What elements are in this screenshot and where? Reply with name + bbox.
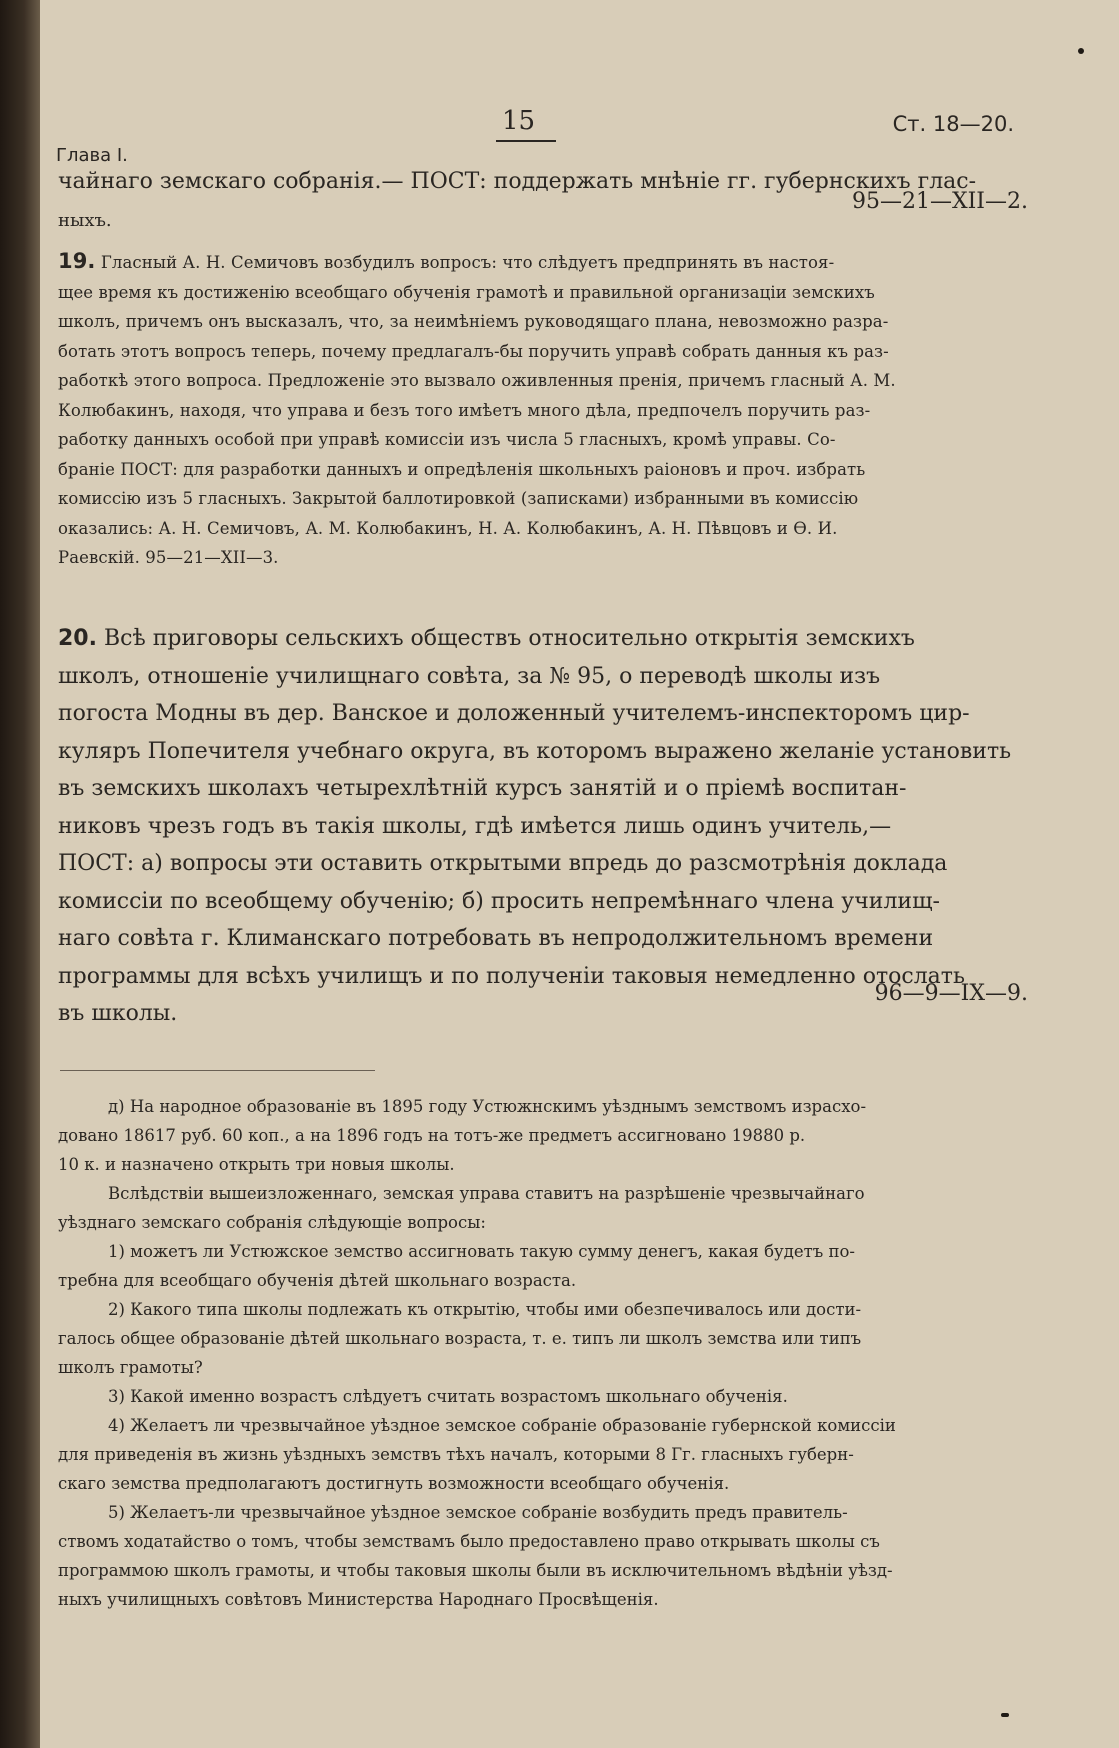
- text-line: программы для всѣхъ училищъ и по полученіи таковыя немедленно отослать: [58, 963, 965, 989]
- text-line: ствомъ ходатайство о томъ, чтобы земствамъ было предоставлено право открывать школы съ: [58, 1532, 880, 1551]
- text-line: школъ, причемъ онъ высказалъ, что, за неимѣніемъ руководящаго плана, невозможно разра-: [58, 312, 889, 331]
- text-line: для приведенія въ жизнь уѣздныхъ земствъ тѣхъ началъ, которыми 8 Гг. гласныхъ губерн-: [58, 1445, 854, 1464]
- scanned-page: [40, 0, 1119, 1748]
- article-19: [58, 247, 1068, 573]
- footnote-paragraph: [58, 1498, 1068, 1614]
- text-line: оказались: А. Н. Семичовъ, А. М. Колюбакинъ, Н. А. Колюбакинъ, А. Н. Пѣвцовъ и Ѳ. И.: [58, 518, 838, 538]
- text-line: уѣзднаго земскаго собранія слѣдующіе вопросы:: [58, 1213, 486, 1232]
- text-line: ныхъ училищныхъ совѣтовъ Министерства Народнаго Просвѣщенія.: [58, 1590, 659, 1609]
- article-number: 19.: [58, 249, 96, 273]
- text-line: куляръ Попечителя учебнаго округа, въ которомъ выражено желаніе установить: [58, 738, 1012, 764]
- book-spine-shadow: [0, 0, 40, 1748]
- text-line: 1) можетъ ли Устюжское земство ассигновать такую сумму денегъ, какая будетъ по-: [108, 1242, 856, 1261]
- text-line: школъ грамоты?: [58, 1358, 203, 1377]
- footnote-paragraph: [58, 1092, 1068, 1179]
- chapter-heading: Глава I.: [56, 145, 128, 166]
- text-line: въ школы. 96—9—IX—9.: [58, 995, 1068, 1033]
- article-20: [58, 620, 1068, 1033]
- text-line: ботать этотъ вопросъ теперь, почему предлагалъ-бы поручить управѣ собрать данныя къ раз-: [58, 341, 889, 361]
- footnote-paragraph: [58, 1382, 1068, 1411]
- text-line: 3) Какой именно возрастъ слѣдуетъ считать возрастомъ школьнаго обученія.: [108, 1387, 788, 1406]
- text-line: 4) Желаетъ ли чрезвычайное уѣздное земское собраніе образованіе губернской комиссіи: [108, 1416, 896, 1435]
- text-line: Колюбакинъ, находя, что управа и безъ того имѣетъ много дѣла, предпочелъ поручить раз-: [58, 400, 871, 420]
- footnote-paragraph: [58, 1179, 1068, 1237]
- text-line: браніе ПОСТ: для разработки данныхъ и опредѣленія школьныхъ раіоновъ и проч. избрать: [58, 459, 866, 479]
- article-range: Ст. 18—20.: [892, 112, 1014, 136]
- text-line: комиссіи по всеобщему обученію; б) просить непремѣннаго члена училищ-: [58, 888, 940, 914]
- text-line: въ земскихъ школахъ четырехлѣтній курсъ занятій и о пріемѣ воспитан-: [58, 776, 907, 801]
- text-line: работкѣ этого вопроса. Предложеніе это вызвало оживленныя пренія, причемъ гласный А. М.: [58, 371, 896, 390]
- resolution-reference: 96—9—IX—9.: [874, 981, 1028, 1006]
- text-line: 20. Всѣ приговоры сельскихъ обществъ относительно открытія земскихъ: [58, 626, 915, 651]
- text-line: наго совѣта г. Климанскаго потребовать въ непродолжительномъ времени: [58, 926, 934, 951]
- footnote-paragraph: [58, 1237, 1068, 1295]
- text-line: никовъ чрезъ годъ въ такія школы, гдѣ имѣется лишь одинъ учитель,—: [58, 813, 892, 839]
- text-line: погоста Модны въ дер. Ванское и доложенный учителемъ-инспекторомъ цир-: [58, 701, 970, 726]
- resolution-reference: 95—21—XII—2.: [851, 188, 1028, 214]
- footnote-paragraph: [58, 1295, 1068, 1382]
- article-18-continuation: [58, 163, 1068, 239]
- page-number: 15: [502, 106, 536, 136]
- article-number: 20.: [58, 626, 97, 651]
- text-line: Вслѣдствіи вышеизложеннаго, земская управа ставитъ на разрѣшеніе чрезвычайнаго: [108, 1184, 865, 1203]
- text-line: комиссію изъ 5 гласныхъ. Закрытой баллотировкой (записками) избранными въ комиссію: [58, 489, 859, 508]
- text-line: 2) Какого типа школы подлежать къ открытію, чтобы ими обезпечивалось или дости-: [108, 1300, 862, 1319]
- text-line: работку данныхъ особой при управѣ комиссіи изъ числа 5 гласныхъ, кромѣ управы. Со-: [58, 430, 836, 449]
- text-line: ныхъ. 95—21—XII—2.: [58, 201, 1068, 240]
- text-line: 19. Гласный А. Н. Семичовъ возбудилъ вопросъ: что слѣдуетъ предпринять въ настоя-: [58, 249, 835, 273]
- page-number-rule: [496, 140, 556, 142]
- text-line: программою школъ грамоты, и чтобы таковыя школы были въ исключительномъ вѣдѣніи уѣзд-: [58, 1561, 893, 1580]
- text-line: школъ, отношеніе училищнаго совѣта, за № 95, о переводѣ школы изъ: [58, 663, 881, 689]
- text-line: 10 к. и назначено открыть три новыя школы.: [58, 1155, 455, 1174]
- text-line: ПОСТ: а) вопросы эти оставить открытыми впредь до разсмотрѣнія доклада: [58, 851, 948, 876]
- text-line: скаго земства предполагаютъ достигнуть возможности всеобщаго обученія.: [58, 1474, 730, 1493]
- text-line: д) На народное образованіе въ 1895 году Устюжнскимъ уѣзднымъ земствомъ израсхо-: [108, 1097, 867, 1116]
- ink-speck: [1078, 48, 1084, 54]
- footnote-paragraph: [58, 1411, 1068, 1498]
- text-line: требна для всеобщаго обученія дѣтей школьнаго возраста.: [58, 1271, 577, 1290]
- footnote: [58, 1092, 1068, 1614]
- text-line: довано 18617 руб. 60 коп., а на 1896 годъ на тотъ-же предметъ ассигновано 19880 р.: [58, 1126, 806, 1145]
- ink-speck: [1001, 1713, 1009, 1717]
- text-line: галось общее образованіе дѣтей школьнаго возраста, т. е. типъ ли школъ земства или типъ: [58, 1329, 862, 1348]
- text-line: щее время къ достиженію всеобщаго обученія грамотѣ и правильной организаціи земскихъ: [58, 282, 875, 302]
- footnote-separator: [60, 1070, 375, 1071]
- text-line: 5) Желаетъ-ли чрезвычайное уѣздное земское собраніе возбудить предъ правитель-: [108, 1503, 848, 1522]
- text-line: Раевскій. 95—21—XII—3.: [58, 548, 279, 567]
- text-line: чайнаго земскаго собранія.— ПОСТ: поддержать мнѣніе гг. губернскихъ глас-: [58, 169, 977, 194]
